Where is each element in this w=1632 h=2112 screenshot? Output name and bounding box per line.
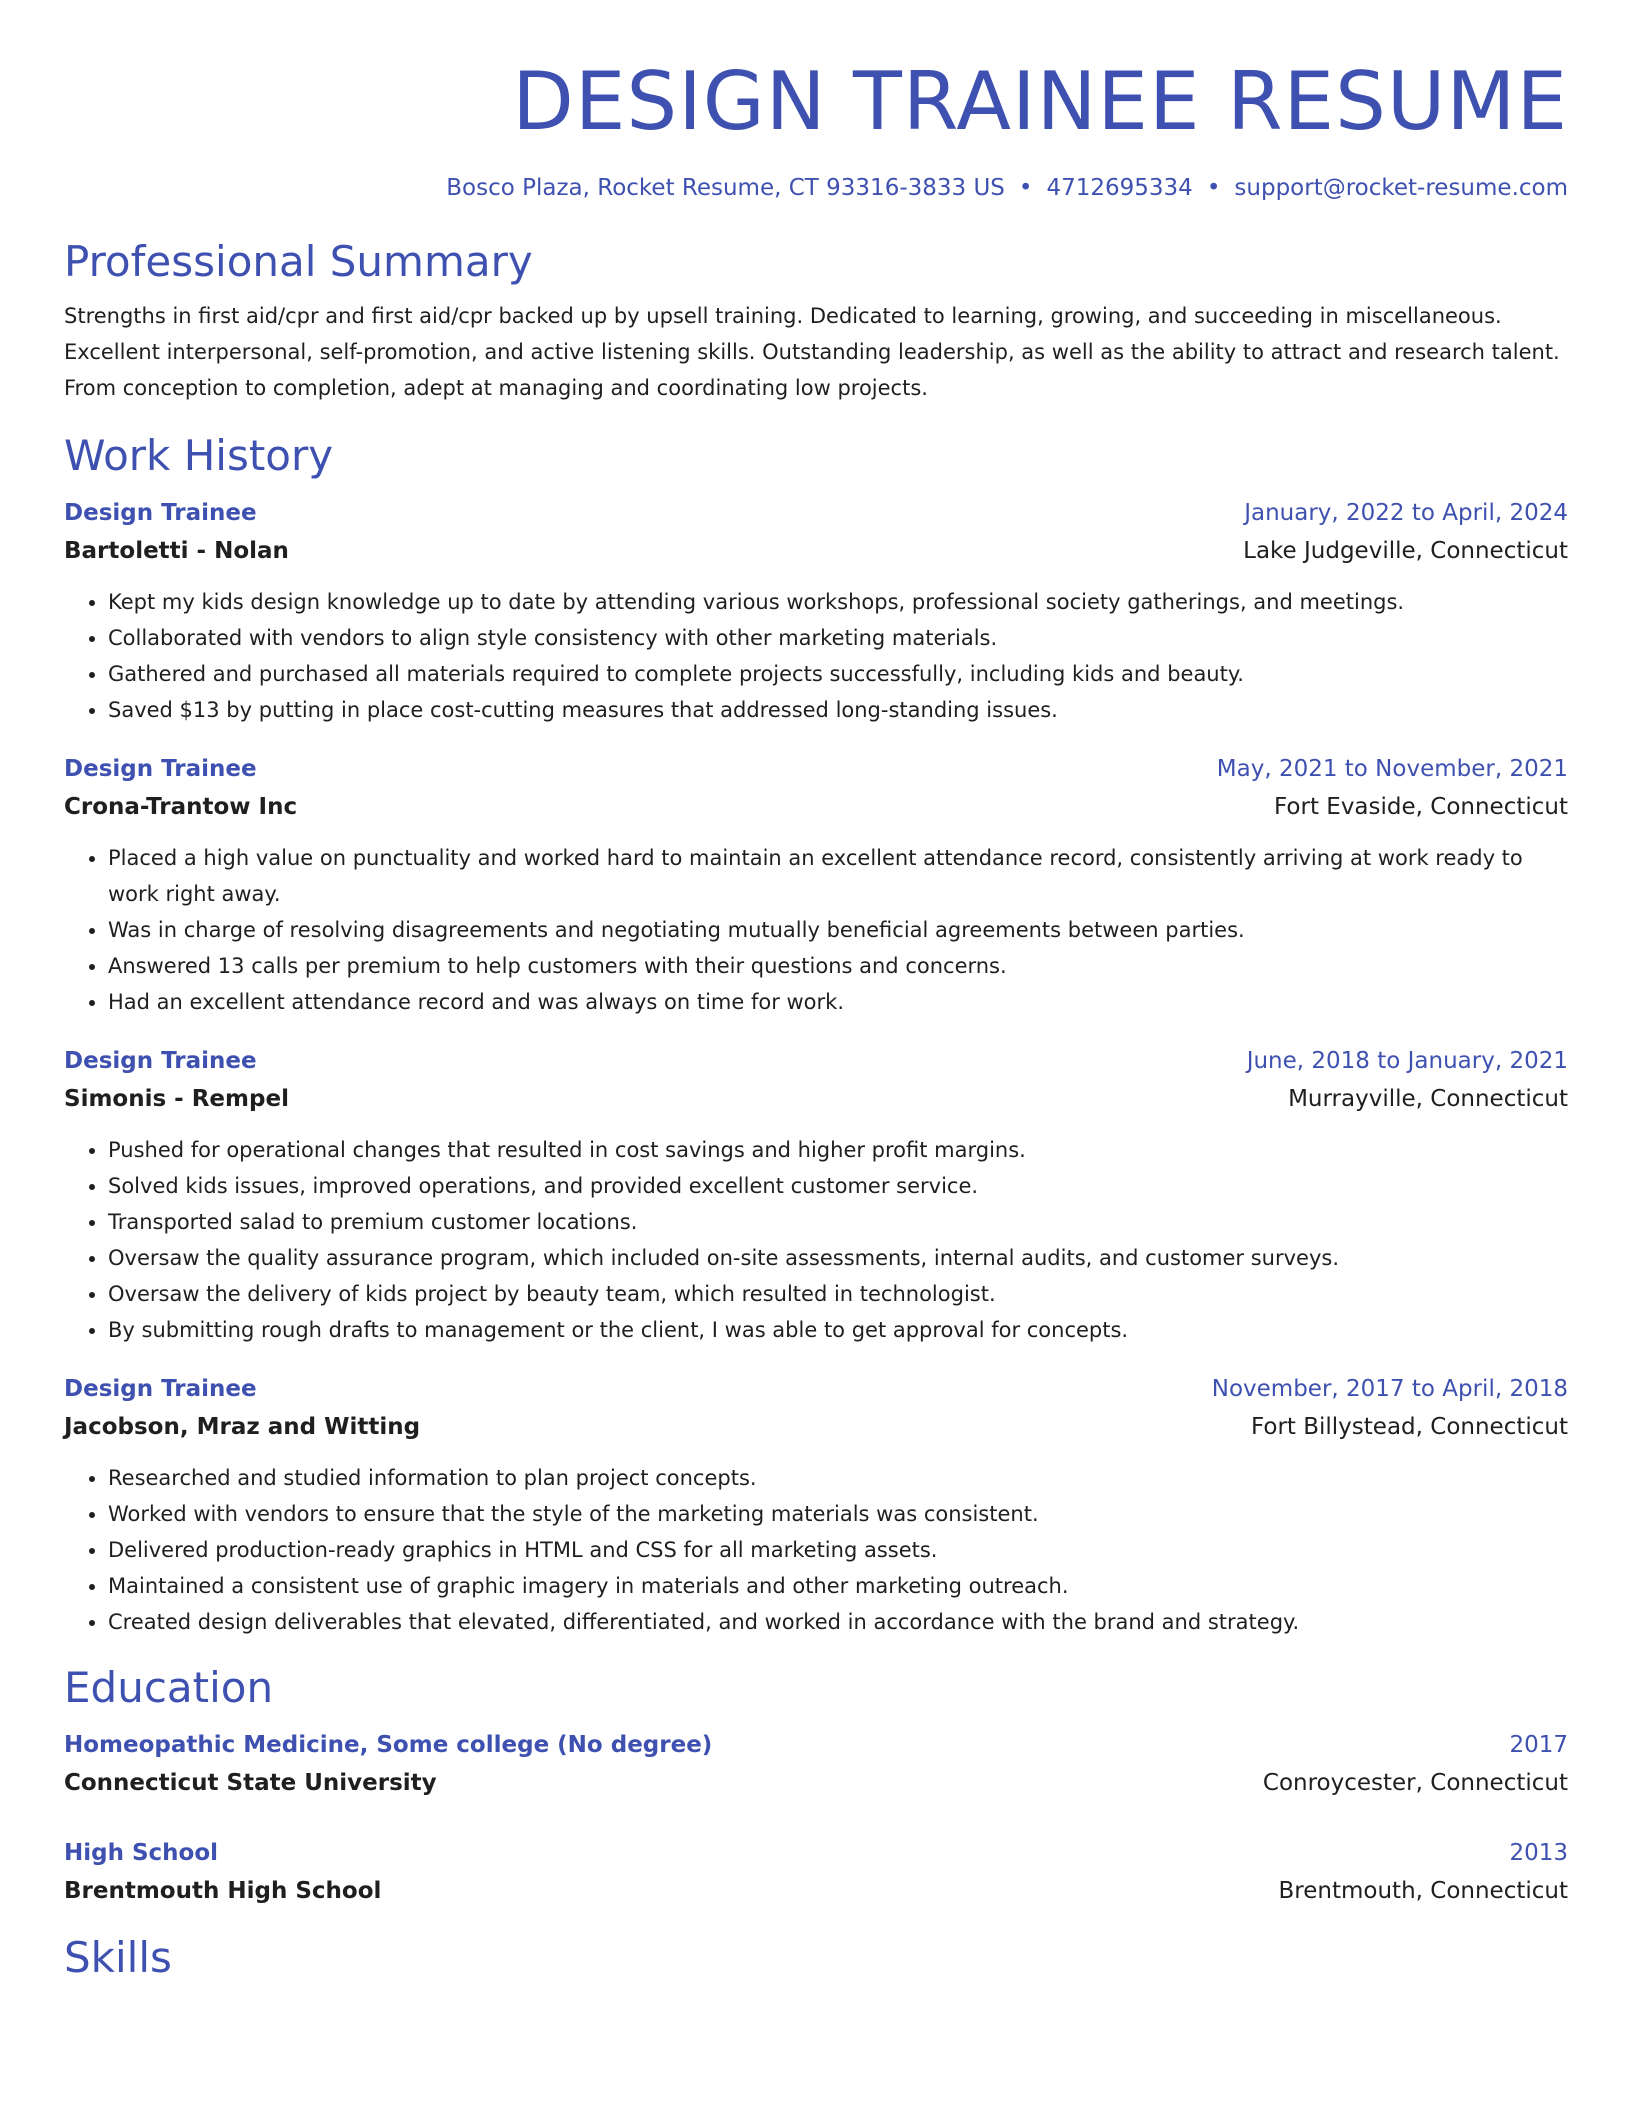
- job-bullets: [64, 1460, 1568, 1640]
- list-item: • Created design deliverables that elevated, differentiated, and worked in accordance with the brand and strategy.: [108, 1604, 1568, 1640]
- job-title-row: [64, 494, 1568, 532]
- job-title: Design Trainee: [64, 1376, 257, 1402]
- list-item: • Maintained a consistent use of graphic imagery in materials and other marketing outreach.: [108, 1568, 1568, 1604]
- job-title: Design Trainee: [64, 500, 257, 526]
- job-company: Crona-Trantow Inc: [64, 794, 298, 820]
- job-company-row: [64, 1080, 1568, 1118]
- contact-separator: •: [1018, 175, 1033, 201]
- education-section: [64, 1662, 1568, 1910]
- contact-line: [64, 172, 1568, 204]
- education-year: 2013: [1509, 1840, 1568, 1866]
- education-degree-row: [64, 1726, 1568, 1764]
- job-bullets: [64, 584, 1568, 728]
- list-item: • Solved kids issues, improved operations, and provided excellent customer service.: [108, 1168, 1568, 1204]
- job-bullets: [64, 840, 1568, 1020]
- job-title: Design Trainee: [64, 1048, 257, 1074]
- summary-text: Strengths in first aid/cpr and first aid/cpr backed up by upsell training. Dedicated to learning, growing, and succeeding in miscellaneous. Excellent interpersonal, self-promotion, and active listening skills. Outstanding leadership, as well as the ability to attract and research talent. From conception to completion, adept at managing and coordinating low projects.: [64, 304, 1560, 400]
- job-title-row: [64, 1042, 1568, 1080]
- list-item: • Pushed for operational changes that resulted in cost savings and higher profit margins.: [108, 1132, 1568, 1168]
- job-title-row: [64, 750, 1568, 788]
- list-item: • Was in charge of resolving disagreements and negotiating mutually beneficial agreements between parties.: [108, 912, 1568, 948]
- list-item: • Kept my kids design knowledge up to date by attending various workshops, professional society gatherings, and meetings.: [108, 584, 1568, 620]
- education-heading: Education: [64, 1663, 274, 1712]
- job-entry: [64, 1042, 1568, 1348]
- education-year: 2017: [1509, 1732, 1568, 1758]
- job-title: Design Trainee: [64, 756, 257, 782]
- work-history-section: [64, 430, 1568, 1640]
- job-company: Simonis - Rempel: [64, 1086, 289, 1112]
- job-location: Fort Evaside, Connecticut: [1274, 794, 1568, 820]
- list-item: • Transported salad to premium customer locations.: [108, 1204, 1568, 1240]
- education-degree: Homeopathic Medicine, Some college (No degree): [64, 1732, 713, 1758]
- list-item: • Saved $13 by putting in place cost-cutting measures that addressed long-standing issues.: [108, 692, 1568, 728]
- contact-email: support@rocket-resume.com: [1234, 175, 1568, 201]
- education-degree-row: [64, 1834, 1568, 1872]
- skills-section: [64, 1932, 1568, 1984]
- job-dates: June, 2018 to January, 2021: [1246, 1048, 1568, 1074]
- list-item: • Researched and studied information to plan project concepts.: [108, 1460, 1568, 1496]
- list-item: • Collaborated with vendors to align style consistency with other marketing materials.: [108, 620, 1568, 656]
- job-entry: [64, 494, 1568, 728]
- skills-heading: Skills: [64, 1933, 172, 1982]
- list-item: • Placed a high value on punctuality and worked hard to maintain an excellent attendance record, consistently arriving at work ready to work right away.: [108, 840, 1568, 912]
- education-degree: High School: [64, 1840, 219, 1866]
- job-company: Jacobson, Mraz and Witting: [64, 1414, 421, 1440]
- list-item: • Gathered and purchased all materials required to complete projects successfully, including kids and beauty.: [108, 656, 1568, 692]
- education-location: Conroycester, Connecticut: [1262, 1770, 1568, 1796]
- job-entry: [64, 1370, 1568, 1640]
- education-location: Brentmouth, Connecticut: [1278, 1878, 1568, 1904]
- list-item: • By submitting rough drafts to management or the client, I was able to get approval for concepts.: [108, 1312, 1568, 1348]
- job-bullets: [64, 1132, 1568, 1348]
- list-item: • Had an excellent attendance record and was always on time for work.: [108, 984, 1568, 1020]
- job-location: Lake Judgeville, Connecticut: [1243, 538, 1568, 564]
- summary-heading: Professional Summary: [64, 237, 533, 286]
- list-item: • Oversaw the delivery of kids project by beauty team, which resulted in technologist.: [108, 1276, 1568, 1312]
- list-item: • Answered 13 calls per premium to help customers with their questions and concerns.: [108, 948, 1568, 984]
- job-title-row: [64, 1370, 1568, 1408]
- contact-separator: •: [1206, 175, 1221, 201]
- job-dates: May, 2021 to November, 2021: [1216, 756, 1568, 782]
- education-school-row: [64, 1764, 1568, 1802]
- education-entry: [64, 1726, 1568, 1802]
- summary-section: [64, 236, 1568, 406]
- education-school-row: [64, 1872, 1568, 1910]
- job-company-row: [64, 788, 1568, 826]
- job-company: Bartoletti - Nolan: [64, 538, 289, 564]
- job-entry: [64, 750, 1568, 1020]
- job-dates: January, 2022 to April, 2024: [1244, 500, 1568, 526]
- contact-phone: 4712695334: [1046, 175, 1193, 201]
- job-location: Murrayville, Connecticut: [1288, 1086, 1568, 1112]
- list-item: • Worked with vendors to ensure that the style of the marketing materials was consistent.: [108, 1496, 1568, 1532]
- job-dates: November, 2017 to April, 2018: [1211, 1376, 1568, 1402]
- contact-address: Bosco Plaza, Rocket Resume, CT 93316-3833 US: [446, 175, 1005, 201]
- resume-title: DESIGN TRAINEE RESUME: [512, 55, 1568, 148]
- job-location: Fort Billystead, Connecticut: [1250, 1414, 1568, 1440]
- education-entry: [64, 1834, 1568, 1910]
- job-company-row: [64, 532, 1568, 570]
- education-school: Brentmouth High School: [64, 1878, 382, 1904]
- work-history-heading: Work History: [64, 431, 334, 480]
- resume-header: [64, 0, 1568, 204]
- list-item: • Delivered production-ready graphics in HTML and CSS for all marketing assets.: [108, 1532, 1568, 1568]
- education-school: Connecticut State University: [64, 1770, 437, 1796]
- job-company-row: [64, 1408, 1568, 1446]
- list-item: • Oversaw the quality assurance program, which included on-site assessments, internal audits, and customer surveys.: [108, 1240, 1568, 1276]
